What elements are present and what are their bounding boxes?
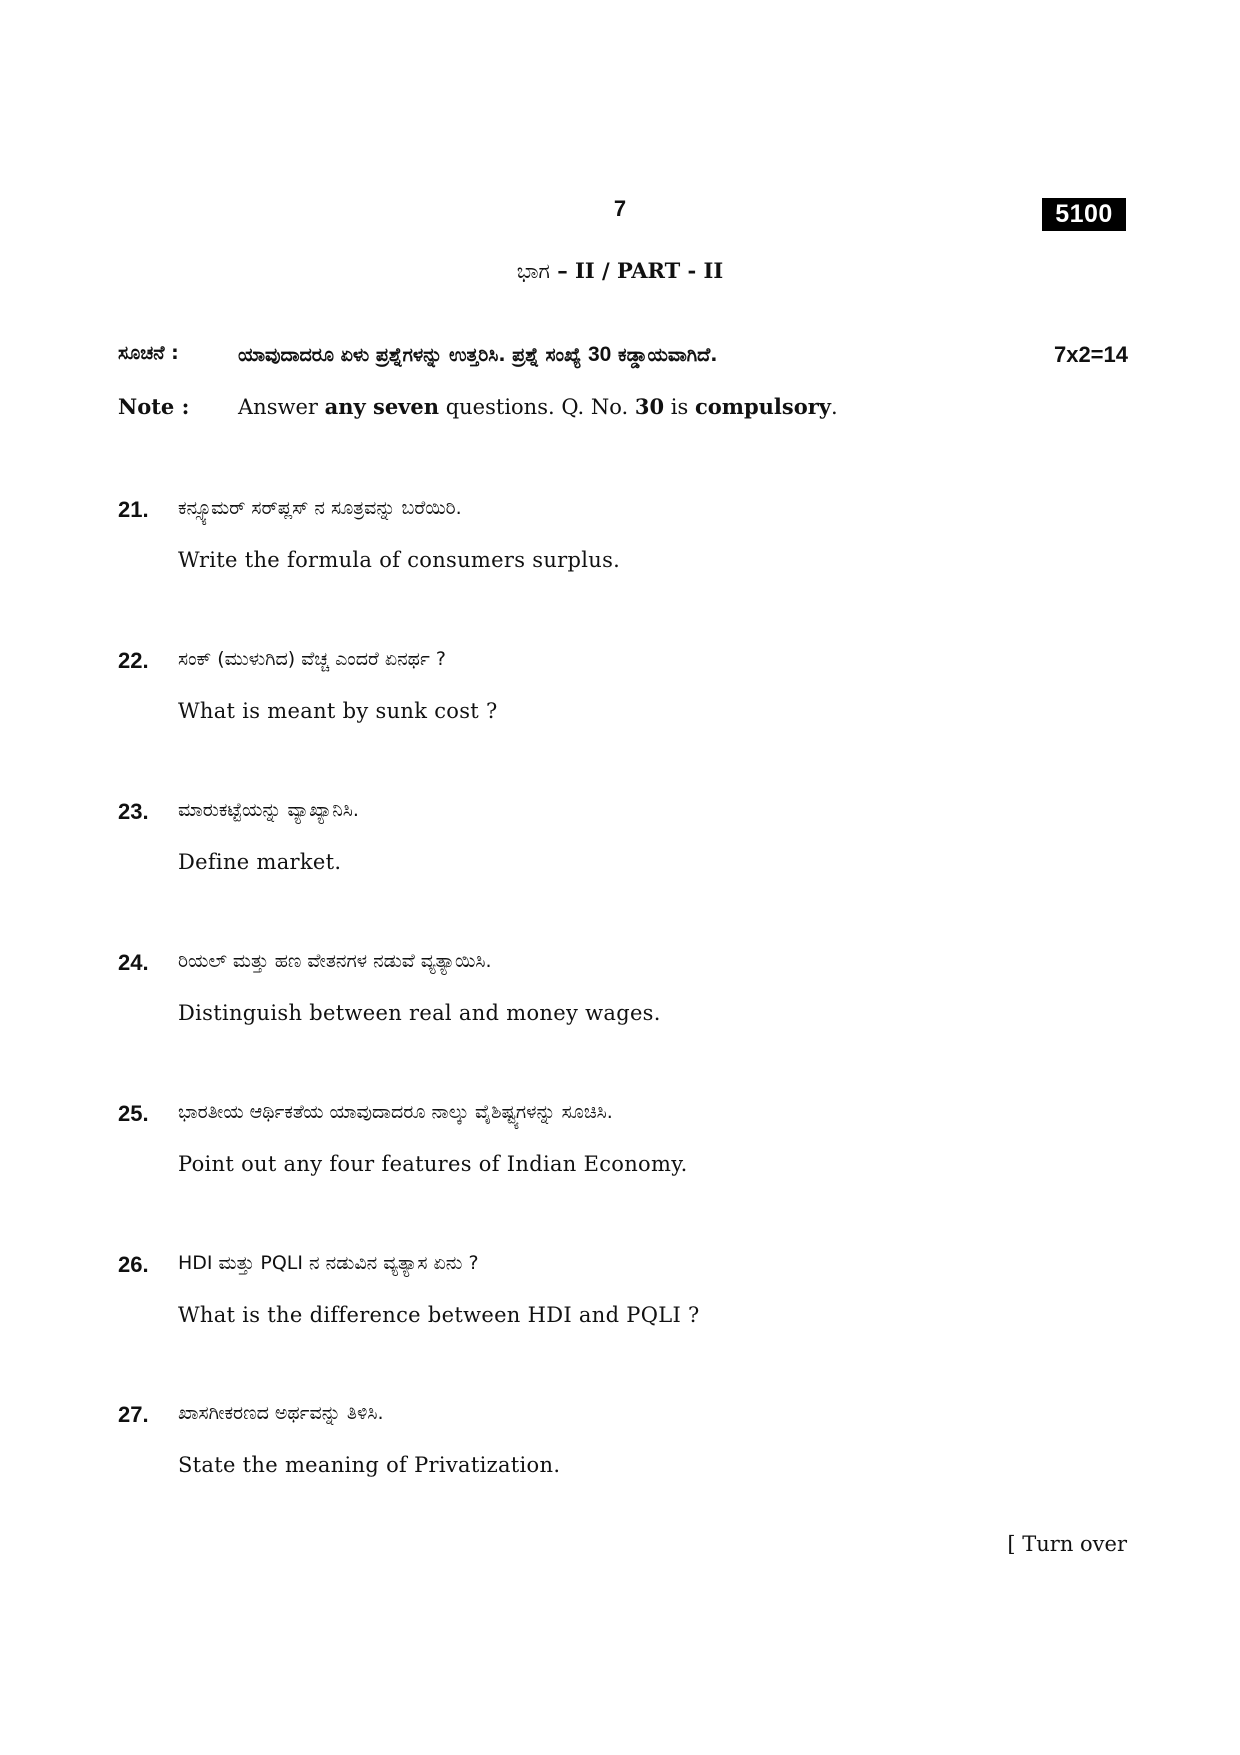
question-kannada: ಸಂಕ್ (ಮುಳುಗಿದ) ವೆಚ್ಚ ಎಂದರೆ ಏನರ್ಥ ?: [178, 648, 446, 670]
kannada-instruction-pre: ಯಾವುದಾದರೂ ಏಳು ಪ್ರಶ್ನೆಗಳನ್ನು ಉತ್ತರಿಸಿ. ಪ್ರಶ್ನೆ ಸಂಖ್ಯೆ: [238, 344, 582, 366]
note-text-compulsory: compulsory: [694, 394, 832, 419]
english-note-text: [238, 394, 838, 419]
question-kannada: ಮಾರುಕಟ್ಟೆಯನ್ನು ವ್ಯಾಖ್ಯಾನಿಸಿ.: [178, 799, 359, 821]
part-heading-kannada: ಭಾಗ: [516, 259, 550, 283]
question-english: Define market.: [178, 850, 342, 874]
english-note-label: Note :: [118, 394, 190, 419]
note-text-1: Answer: [238, 395, 318, 419]
note-text-3: questions. Q. No.: [445, 395, 629, 419]
marks-allocation: 7x2=14: [1053, 342, 1128, 367]
question-english: Distinguish between real and money wages.: [178, 1001, 661, 1025]
part-heading-dash: –: [557, 258, 568, 283]
question-kannada: ರಿಯಲ್ ಮತ್ತು ಹಣ ವೇತನಗಳ ನಡುವೆ ವ್ಯತ್ಯಾಯಿಸಿ.: [178, 950, 492, 972]
question-number: 23.: [118, 799, 149, 824]
paper-code-badge: 5100: [1042, 198, 1126, 231]
part-heading-title: II / PART - II: [575, 258, 724, 283]
kannada-instruction-post: ಕಡ್ಡಾಯವಾಗಿದೆ.: [618, 344, 718, 366]
note-text-5: is: [670, 395, 689, 419]
question-number: 22.: [118, 648, 149, 673]
question-kannada: ಭಾರತೀಯ ಆರ್ಥಿಕತೆಯ ಯಾವುದಾದರೂ ನಾಲ್ಕು ವೈಶಿಷ್ಟ್ಯಗಳನ್ನು ಸೂಚಿಸಿ.: [178, 1101, 613, 1123]
question-english: What is meant by sunk cost ?: [178, 699, 498, 723]
question-kannada: HDI ಮತ್ತು PQLI ನ ನಡುವಿನ ವ್ಯತ್ಯಾಸ ಏನು ?: [178, 1252, 479, 1274]
part-heading: [0, 258, 1240, 284]
question-number: 27.: [118, 1402, 149, 1427]
kannada-instruction-qno: 30: [587, 343, 612, 366]
question-number: 25.: [118, 1101, 149, 1126]
question-english: Write the formula of consumers surplus.: [178, 548, 621, 572]
question-english: State the meaning of Privatization.: [178, 1453, 561, 1477]
question-number: 24.: [118, 950, 149, 975]
question-kannada: ಖಾಸಗೀಕರಣದ ಅರ್ಥವನ್ನು ತಿಳಿಸಿ.: [178, 1402, 384, 1424]
page-number: 7: [613, 196, 627, 221]
question-english: What is the difference between HDI and PQLI ?: [178, 1303, 700, 1327]
note-text-any-seven: any seven: [324, 394, 440, 419]
kannada-instruction-text: [238, 342, 717, 367]
question-english: Point out any four features of Indian Economy.: [178, 1152, 688, 1176]
question-number: 21.: [118, 497, 149, 522]
note-text-qno: 30: [634, 394, 665, 419]
turn-over-note: [ Turn over: [1007, 1532, 1127, 1556]
kannada-instruction-label: ಸೂಚನೆ :: [118, 342, 179, 364]
question-kannada: ಕನ್ಸ್ಯೂಮರ್ ಸರ್‌ಪ್ಲಸ್ ನ ಸೂತ್ರವನ್ನು ಬರೆಯಿರಿ.: [178, 497, 462, 519]
question-number: 26.: [118, 1252, 149, 1277]
note-text-period: .: [831, 395, 838, 419]
